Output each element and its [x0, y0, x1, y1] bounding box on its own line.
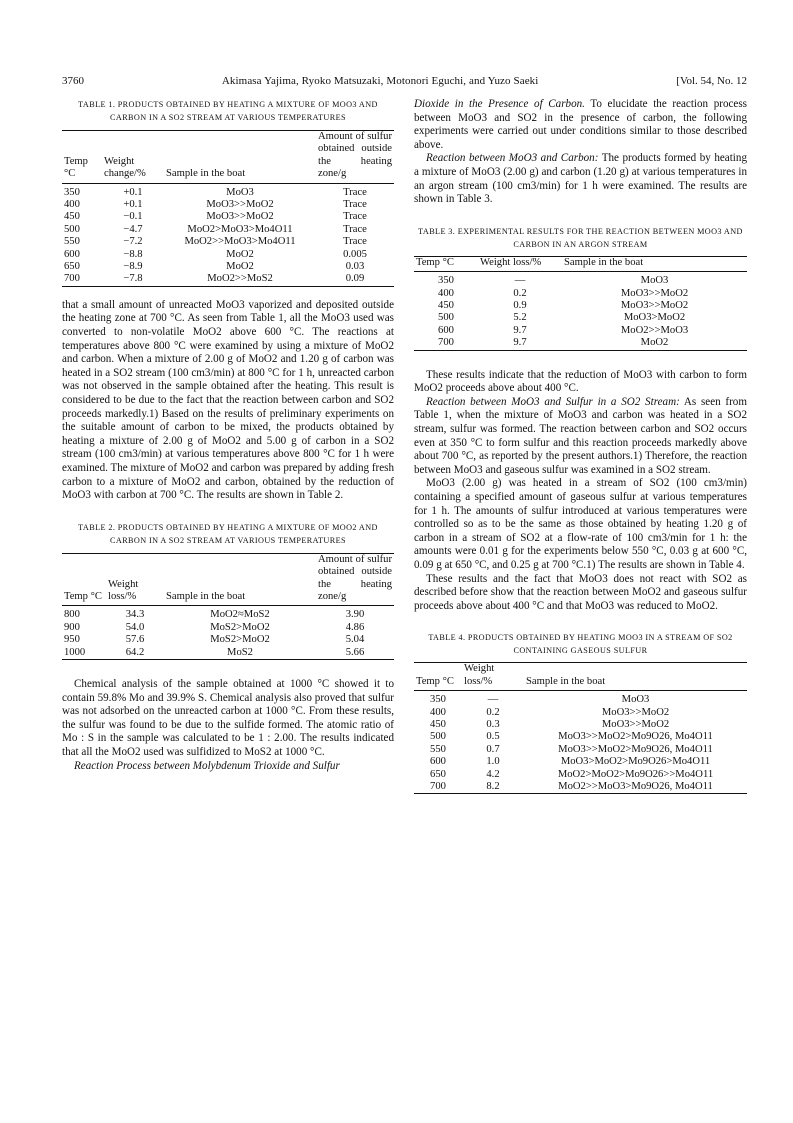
table2-header-weight: Weight loss/% [108, 578, 139, 602]
table4-cell: 700 [430, 780, 446, 792]
table2-header-temp: Temp °C [64, 591, 102, 602]
table1-cell: +0.1 [123, 199, 143, 211]
table2-cell: 3.90 [345, 609, 365, 621]
right-paragraph-4: As seen from Table 1, when the mixture of MoO3 and carbon was heated in a SO2 stream, sulfur was formed. The reaction between carbon and SO2 occurs even at 350 °C to form sulfur and this reaction proceeds markedly above about 700 °C, as reported by the present authors.1) Therefore, the reaction between MoO3 and gaseous sulfur was examined in a SO2 stream. [414, 395, 747, 476]
table3-cell: 0.9 [513, 299, 527, 311]
table1-cell: MoO2 [226, 248, 254, 260]
table3-row [414, 300, 747, 312]
table4-cell: 550 [430, 743, 446, 755]
table4-cell: MoO2>>MoO3>Mo9O26, Mo4O11 [558, 780, 713, 792]
table3 [414, 256, 747, 351]
table1-cell: Trace [343, 211, 367, 223]
table2-cell: 5.04 [345, 634, 365, 646]
table4-cell: MoO2>MoO2>Mo9O26>>Mo4O11 [557, 768, 714, 780]
table1-cell: 350 [64, 186, 80, 198]
table3-header-sample: Sample in the boat [564, 256, 644, 268]
table4-cell: 0.2 [486, 706, 500, 718]
table3-cell: MoO2>>MoO3 [620, 324, 689, 336]
table1-caption: TABLE 1. PRODUCTS OBTAINED BY HEATING A MIXTURE OF MOO3 AND CARBON IN A SO2 STREAM AT VARIOUS TEMPERATURES [78, 100, 378, 122]
table4 [414, 662, 747, 794]
table4-header-sample: Sample in the boat [526, 675, 606, 687]
table3-cell: 700 [438, 337, 454, 349]
table4-cell: 400 [430, 706, 446, 718]
table4-row [414, 707, 747, 719]
table3-cell: — [514, 275, 526, 287]
table1-cell: 700 [64, 273, 80, 285]
page-number: 3760 [62, 75, 84, 87]
table3-header-weight: Weight loss/% [480, 256, 542, 268]
table4-cell: 1.0 [486, 756, 500, 768]
table3-cell: 500 [438, 312, 454, 324]
table2-cell: 57.6 [125, 634, 145, 646]
table3-row [414, 272, 747, 288]
page-header [62, 73, 747, 89]
table4-cell: MoO3>>MoO2>Mo9O26, Mo4O11 [558, 731, 713, 743]
table1-cell: 0.09 [345, 273, 365, 285]
table4-cell: 350 [430, 694, 446, 706]
table2-cell: 5.66 [345, 646, 365, 658]
table3-cell: 9.7 [513, 337, 527, 349]
table1-cell: Trace [343, 199, 367, 211]
table2-cell: 950 [64, 634, 80, 646]
table1-cell: 550 [64, 236, 80, 248]
table4-cell: MoO3 [621, 694, 650, 706]
table4-row [414, 719, 747, 731]
left-column [62, 98, 394, 773]
right-paragraph-5: MoO3 (2.00 g) was heated in a stream of SO2 (100 cm3/min) containing a specified amount of gaseous sulfur at various temperatures for 1 h. The amounts of sulfur introduced at various temperatures were controlled so as to be the same as those obtained by heating 1.20 g of carbon in a stream of SO2 at a flow-rate of 100 cm3/min for 1 h: the amounts were 0.01 g for the experiments below 550 °C, 0.03 g at 600 °C, 0.09 g at 650 °C, and 0.25 g at 700 °C.1) The results are shown in Table 4. [414, 477, 747, 571]
table2 [62, 553, 394, 660]
table4-cell: 650 [430, 768, 446, 780]
table1-cell: 400 [64, 199, 80, 211]
table2-cell: MoS2>MoO2 [210, 621, 270, 633]
table1-cell: MoO3 [226, 186, 254, 198]
table2-row [62, 634, 394, 646]
table1-cell: 500 [64, 223, 80, 235]
table1-row [62, 236, 394, 248]
table3-header-temp: Temp °C [416, 256, 454, 268]
table1-cell: −0.1 [123, 211, 143, 223]
table4-cell: MoO3>>MoO2>Mo9O26, Mo4O11 [558, 743, 713, 755]
table3-cell: 0.2 [513, 287, 527, 299]
table2-cell: 1000 [64, 646, 86, 658]
right-paragraph-3: These results indicate that the reduction of MoO3 with carbon to form MoO2 proceeds above about 400 °C. [414, 368, 747, 395]
table1-cell: +0.1 [123, 186, 143, 198]
table1-cell: 600 [64, 248, 80, 260]
table1-cell: 650 [64, 261, 80, 273]
table1-body [62, 183, 394, 286]
table2-cell: 64.2 [125, 646, 145, 658]
table3-cell: MoO2 [640, 337, 669, 349]
table2-header-sulfur: Amount of sulfur obtained outside the heating zone/g [318, 553, 392, 602]
table1-row [62, 183, 394, 199]
table1-row [62, 224, 394, 236]
table1-header-weight: Weight change/% [104, 155, 146, 180]
table2-cell: MoS2>MoO2 [210, 634, 270, 646]
running-authors: Akimasa Yajima, Ryoko Matsuzaki, Motonori Eguchi, and Yuzo Saeki [221, 75, 539, 87]
table1-cell: MoO3>>MoO2 [206, 199, 274, 211]
table2-cell: MoS2 [227, 646, 253, 658]
section-heading-carbon: Reaction between MoO3 and Carbon: [426, 152, 599, 165]
table2-row [62, 606, 394, 622]
table4-header-weight: Weight loss/% [464, 663, 495, 687]
table4-cell: 450 [430, 718, 446, 730]
table1-cell: MoO3>>MoO2 [206, 211, 274, 223]
table4-row [414, 769, 747, 781]
table2-cell: 4.86 [345, 621, 365, 633]
table4-body [414, 691, 747, 794]
table2-body [62, 606, 394, 660]
left-paragraph-3: Reaction Process between Molybdenum Trioxide and Sulfur [74, 759, 340, 772]
table4-row [414, 756, 747, 768]
table3-row [414, 325, 747, 337]
table3-caption: TABLE 3. EXPERIMENTAL RESULTS FOR THE REACTION BETWEEN MOO3 AND CARBON IN AN ARGON STREAM [418, 226, 743, 249]
left-paragraph-1: that a small amount of unreacted MoO3 vaporized and deposited outside the heating zone at 700 °C. As seen from Table 1, all the MoO3 used was converted to non-volatile MoO2 above 600 °C. The reactions at temperatures above 800 °C were examined by using a mixture of MoO2 and carbon. When a mixture of 2.00 g of MoO2 and 1.20 g of carbon was heated in a SO2 stream (100 cm3/min) at 800 °C for 1 h, unreacted carbon was not observed in the sample obtained after the heating. This result is considered to be due to the fact that the reaction between carbon and SO2 proceeds markedly.1) Based on the results of preliminary experiments on the suitable amount of carbon to be mixed, the products obtained by heating a mixture of 2.00 g of MoO2 and 5.00 g of carbon in a SO2 stream (100 cm3/min) at various temperatures above 800 °C for 1 h were examined. The mixture of MoO2 and carbon was prepared by adding fresh carbon to a mixture of MoO2 and carbon, obtained by the reduction of MoO3 with carbon at 700 °C. The results are shown in Table 2. [62, 298, 394, 502]
table2-cell: 34.3 [125, 609, 145, 621]
table3-cell: MoO3>>MoO2 [620, 299, 689, 311]
table1-cell: 0.005 [343, 248, 367, 260]
table2-header-sample: Sample in the boat [166, 591, 246, 602]
table1-cell: −4.7 [123, 223, 143, 235]
table3-cell: MoO3>>MoO2 [620, 287, 689, 299]
table4-cell: 600 [430, 756, 446, 768]
table1 [62, 130, 394, 287]
table3-cell: 5.2 [513, 312, 527, 324]
table3-cell: 600 [438, 324, 454, 336]
table1-row [62, 261, 394, 273]
right-paragraph-2: The products formed by heating a mixture of MoO3 (2.00 g) and carbon (1.20 g) at various temperatures in an argon stream (100 cm3/min) for 1 h were examined. The results are shown in Table 3. [414, 152, 747, 206]
table4-cell: 0.3 [486, 718, 500, 730]
table1-row [62, 273, 394, 286]
table1-row [62, 211, 394, 223]
table2-row [62, 622, 394, 634]
table1-row [62, 249, 394, 261]
table2-cell: 800 [64, 609, 80, 621]
table3-row [414, 337, 747, 350]
section-heading-dioxide: Dioxide in the Presence of Carbon. [414, 98, 585, 110]
table1-cell: −7.2 [123, 236, 143, 248]
table4-cell: 500 [430, 731, 446, 743]
table4-caption: TABLE 4. PRODUCTS OBTAINED BY HEATING MOO3 IN A STREAM OF SO2 CONTAINING GASEOUS SULFUR [428, 633, 733, 656]
right-column [414, 98, 747, 794]
table4-cell: 8.2 [486, 780, 500, 792]
table4-cell: 4.2 [486, 768, 500, 780]
table1-cell: Trace [343, 186, 367, 198]
table4-cell: 0.5 [486, 731, 500, 743]
section-heading-sulfur: Reaction between MoO3 and Sulfur in a SO2 Stream: [426, 395, 680, 408]
left-paragraph-2: Chemical analysis of the sample obtained at 1000 °C showed it to contain 59.8% Mo and 39.9% S. Chemical analysis also proved that sulfur was not adsorbed on the unreacted carbon at 1000 °C. From these results, the sulfur was found to be due to the sulfide formed. The atomic ratio of Mo : S in the sample was calculated to be 1 : 2.00. The results indicated that all the MoO2 used was sulfidized to MoS2 at 1000 °C. [62, 678, 394, 758]
table1-header-sulfur: Amount of sulfur obtained outside the heating zone/g [318, 131, 392, 180]
table2-cell: 54.0 [125, 621, 145, 633]
table1-header-temp: Temp °C [64, 155, 88, 180]
table3-cell: MoO3>MoO2 [623, 312, 686, 324]
table3-cell: 350 [438, 275, 454, 287]
table1-cell: −7.8 [123, 273, 143, 285]
table1-row [62, 199, 394, 211]
table4-cell: MoO3>>MoO2 [601, 718, 670, 730]
table3-cell: MoO3 [640, 275, 669, 287]
table1-cell: MoO2>MoO3>Mo4O11 [187, 223, 293, 235]
table1-cell: MoO2>>MoO3>Mo4O11 [184, 236, 296, 248]
table2-cell: 900 [64, 621, 80, 633]
table4-row [414, 691, 747, 707]
table3-row [414, 288, 747, 300]
table3-row [414, 312, 747, 324]
right-paragraph-6: These results and the fact that MoO3 does not react with SO2 as described before show that the reaction between MoO2 and gaseous sulfur proceeds above about 400 °C and that MoO3 was reduced to MoO2. [414, 572, 747, 612]
table1-cell: 0.03 [345, 261, 365, 273]
table2-caption: TABLE 2. PRODUCTS OBTAINED BY HEATING A MIXTURE OF MOO2 AND CARBON IN A SO2 STREAM AT VARIOUS TEMPERATURES [78, 522, 378, 545]
table1-header-sample: Sample in the boat [166, 168, 246, 180]
table4-cell: MoO3>MoO2>Mo9O26>Mo4O11 [560, 756, 711, 768]
table1-cell: −8.9 [123, 261, 143, 273]
table4-row [414, 781, 747, 794]
table1-cell: MoO2 [226, 261, 254, 273]
table1-cell: −8.8 [123, 248, 143, 260]
table4-cell: — [487, 694, 499, 706]
table4-cell: 0.7 [486, 743, 500, 755]
table4-row [414, 744, 747, 756]
table1-cell: Trace [343, 236, 367, 248]
table3-cell: 9.7 [513, 324, 527, 336]
table3-cell: 400 [438, 287, 454, 299]
table2-row [62, 647, 394, 660]
table4-cell: MoO3>>MoO2 [601, 706, 670, 718]
table1-cell: 450 [64, 211, 80, 223]
table4-row [414, 731, 747, 743]
table1-cell: Trace [343, 223, 367, 235]
journal-volume: [Vol. 54, No. 12 [676, 75, 747, 87]
table4-header-temp: Temp °C [416, 675, 454, 687]
table1-cell: MoO2>>MoS2 [207, 273, 273, 285]
table3-cell: 450 [438, 299, 454, 311]
right-paragraph-1: To elucidate the reaction process between MoO3 and SO2 in the presence of carbon, the following experiments were carried out under conditions similar to those described above. [414, 98, 747, 151]
table2-cell: MoO2≈MoS2 [210, 609, 270, 621]
table3-body [414, 272, 747, 350]
